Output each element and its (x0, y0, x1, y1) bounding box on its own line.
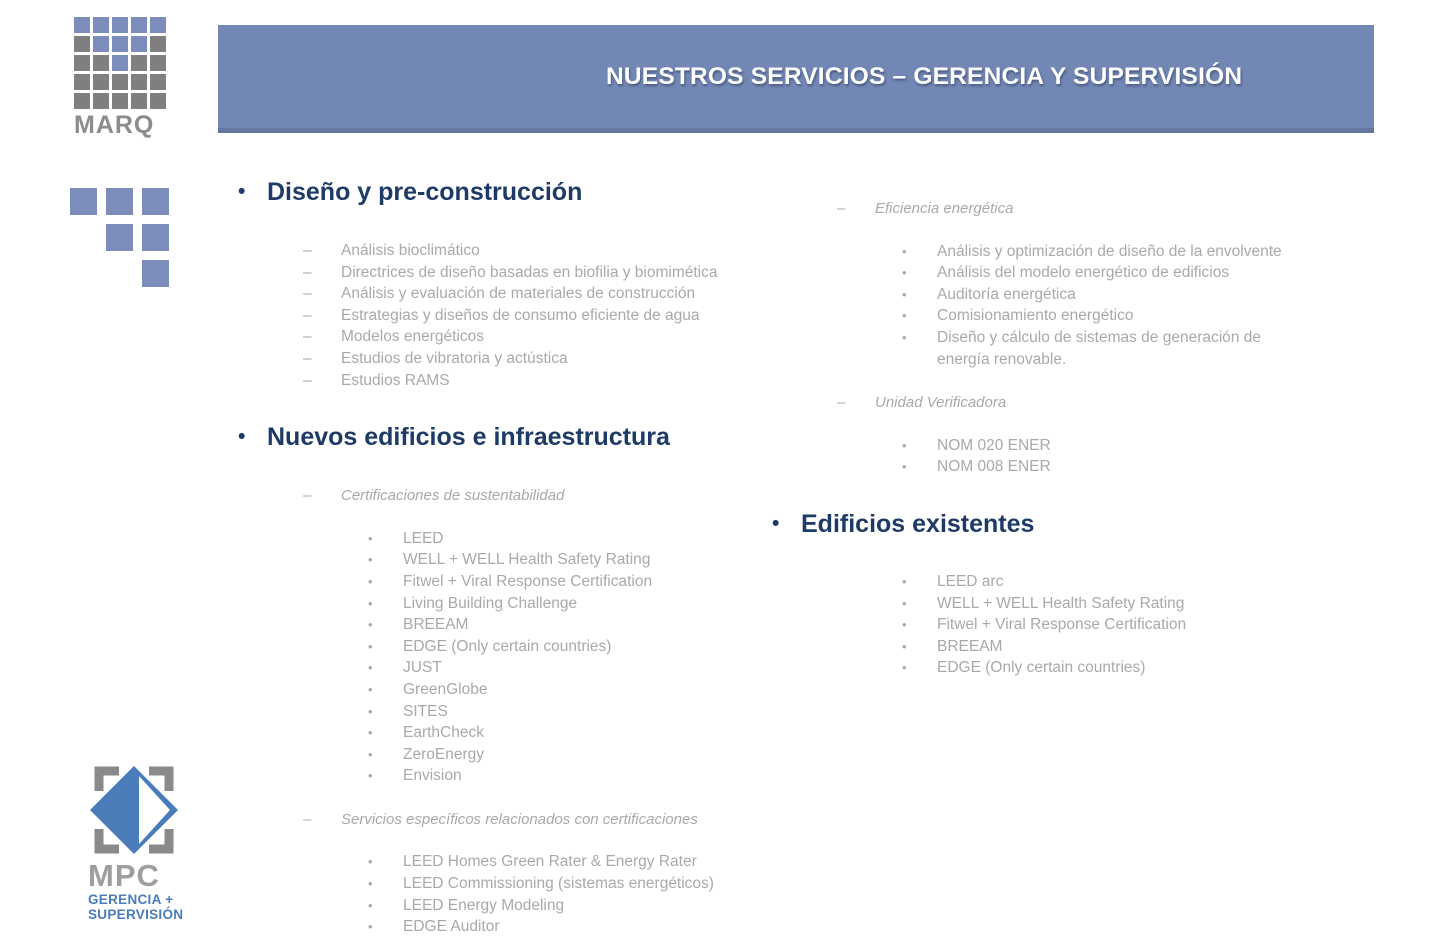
list-item-text: Análisis del modelo energético de edificios (937, 264, 1230, 282)
list-item-text: LEED Homes Green Rater & Energy Rater (403, 853, 697, 871)
list-item (368, 916, 758, 938)
decor-squares-grid (70, 188, 169, 287)
bullet-marker-icon (902, 636, 937, 658)
dash-marker-icon (303, 240, 341, 262)
bullet-marker-icon (368, 528, 403, 550)
decor-square (142, 260, 169, 287)
list-item (303, 240, 758, 262)
bullet-marker-icon (368, 873, 403, 895)
bullet-marker-icon (902, 327, 937, 370)
bullet-marker-icon (238, 177, 267, 207)
bullet-marker-icon (902, 284, 937, 306)
logo-square (74, 17, 90, 33)
dash-marker-icon (303, 326, 341, 348)
bullet-marker-icon (902, 614, 937, 636)
dash-marker-icon (837, 392, 875, 414)
list-item (368, 679, 758, 701)
list-item-text: LEED Commissioning (sistemas energéticos) (403, 875, 714, 893)
list-item-text: Estudios de vibratoria y actústica (341, 349, 568, 367)
list-item (368, 873, 758, 895)
marq-logo-text: MARQ (74, 111, 155, 139)
list-item (368, 528, 758, 550)
list-item-text: Estrategias y diseños de consumo eficiente de agua (341, 306, 700, 324)
section-heading (238, 177, 758, 207)
list-item-text: EDGE (Only certain countries) (403, 637, 612, 655)
mpc-logo (78, 764, 208, 922)
bullet-item-list (238, 528, 758, 787)
bullet-item-list (772, 241, 1287, 371)
bullet-marker-icon (902, 305, 937, 327)
logo-square (150, 93, 166, 109)
list-item (303, 283, 758, 305)
list-item-text: ZeroEnergy (403, 745, 484, 763)
section-heading-text: Diseño y pre-construcción (267, 178, 583, 206)
logo-square (131, 93, 147, 109)
list-item (303, 262, 758, 284)
logo-square (93, 36, 109, 52)
list-item (902, 241, 1287, 263)
list-item-text: LEED Energy Modeling (403, 896, 565, 914)
header-banner (218, 25, 1374, 133)
logo-square (131, 36, 147, 52)
mpc-diamond-icon (78, 764, 190, 856)
list-item-text: GreenGlobe (403, 680, 488, 698)
list-item (902, 456, 1287, 478)
dash-marker-icon (303, 305, 341, 327)
bullet-marker-icon (368, 895, 403, 917)
list-item (368, 614, 758, 636)
list-item-text: BREEAM (403, 616, 469, 634)
list-item-text: Diseño y cálculo de sistemas de generación de energía renovable. (937, 328, 1261, 368)
list-item (368, 851, 758, 873)
list-item (303, 348, 758, 370)
list-item (368, 549, 758, 571)
dash-marker-icon (303, 348, 341, 370)
logo-square (112, 55, 128, 71)
bullet-marker-icon (368, 614, 403, 636)
list-item-text: EarthCheck (403, 724, 484, 742)
list-item-text: NOM 020 ENER (937, 436, 1051, 454)
decor-square (142, 224, 169, 251)
bullet-marker-icon (238, 422, 267, 452)
decor-square-empty (70, 260, 97, 287)
logo-square (93, 17, 109, 33)
left-column (238, 177, 758, 938)
marq-logo (74, 17, 170, 140)
list-item (368, 701, 758, 723)
logo-square (93, 55, 109, 71)
list-item-text: Living Building Challenge (403, 594, 578, 612)
bullet-marker-icon (368, 765, 403, 787)
bullet-item-list (772, 435, 1287, 478)
logo-square (150, 36, 166, 52)
decor-square-empty (70, 224, 97, 251)
list-item (368, 765, 758, 787)
marq-logo-grid (74, 17, 170, 109)
subsection-label (837, 392, 1287, 414)
subsection-label-text: Certificaciones de sustentabilidad (341, 487, 565, 505)
logo-square (150, 17, 166, 33)
decor-square (106, 224, 133, 251)
list-item-text: EDGE (Only certain countries) (937, 659, 1146, 677)
dash-marker-icon (303, 809, 341, 831)
list-item (303, 326, 758, 348)
bullet-marker-icon (368, 701, 403, 723)
list-item-text: Envision (403, 767, 462, 785)
subsection-label-text: Unidad Verificadora (875, 394, 1007, 412)
dash-marker-icon (303, 262, 341, 284)
list-item-text: Fitwel + Viral Response Certification (937, 616, 1187, 634)
list-item (902, 435, 1287, 457)
logo-square (93, 74, 109, 90)
list-item-text: Análisis y optimización de diseño de la envolvente (937, 242, 1282, 260)
list-item (303, 370, 758, 392)
decor-square (70, 188, 97, 215)
logo-square (74, 36, 90, 52)
list-item (368, 571, 758, 593)
dash-item-list (238, 240, 758, 391)
bullet-marker-icon (902, 241, 937, 263)
bullet-item-list (772, 571, 1287, 679)
bullet-marker-icon (368, 593, 403, 615)
list-item-text: WELL + WELL Health Safety Rating (937, 594, 1185, 612)
logo-square (74, 55, 90, 71)
list-item (368, 657, 758, 679)
list-item (902, 571, 1287, 593)
list-item-text: JUST (403, 659, 442, 677)
bullet-item-list (238, 851, 758, 937)
list-item-text: Fitwel + Viral Response Certification (403, 572, 653, 590)
list-item-text: SITES (403, 702, 448, 720)
list-item (368, 593, 758, 615)
list-item (902, 593, 1287, 615)
subsection-label (303, 485, 758, 507)
bullet-marker-icon (368, 679, 403, 701)
list-item (368, 895, 758, 917)
list-item-text: Modelos energéticos (341, 328, 485, 346)
decor-square-empty (106, 260, 133, 287)
bullet-marker-icon (368, 657, 403, 679)
decor-square (142, 188, 169, 215)
bullet-marker-icon (772, 509, 801, 539)
section-heading-text: Nuevos edificios e infraestructura (267, 423, 670, 452)
section-heading (238, 422, 758, 452)
list-item-text: BREEAM (937, 637, 1003, 655)
subsection-label-text: Eficiencia energética (875, 200, 1014, 217)
list-item-text: Estudios RAMS (341, 371, 450, 389)
mpc-subtitle-line1: GERENCIA + (88, 892, 174, 907)
mpc-logo-text: MPC (88, 858, 160, 893)
bullet-marker-icon (368, 636, 403, 658)
bullet-marker-icon (902, 593, 937, 615)
list-item (902, 305, 1287, 327)
bullet-marker-icon (368, 549, 403, 571)
logo-square (93, 93, 109, 109)
bullet-marker-icon (902, 456, 937, 478)
list-item (902, 614, 1287, 636)
list-item-text: Análisis bioclimático (341, 242, 480, 259)
subsection-label-text: Servicios específicos relacionados con certificaciones (341, 810, 698, 828)
logo-square (74, 74, 90, 90)
list-item (368, 744, 758, 766)
mpc-subtitle-line2: SUPERVISIÓN (88, 907, 184, 922)
list-item-text: WELL + WELL Health Safety Rating (403, 551, 651, 569)
list-item-text: Directrices de diseño basadas en biofilia y biomimética (341, 263, 718, 281)
dash-marker-icon (837, 198, 875, 220)
bullet-marker-icon (368, 722, 403, 744)
bullet-marker-icon (902, 262, 937, 284)
logo-square (112, 93, 128, 109)
dash-marker-icon (303, 370, 341, 392)
bullet-marker-icon (368, 916, 403, 938)
subsection-label (303, 809, 758, 831)
bullet-marker-icon (902, 657, 937, 679)
list-item (902, 327, 1287, 370)
list-item-text: Análisis y evaluación de materiales de construcción (341, 285, 696, 303)
list-item (902, 284, 1287, 306)
list-item (368, 722, 758, 744)
list-item-text: LEED arc (937, 572, 1004, 590)
list-item-text: EDGE Auditor (403, 918, 500, 936)
list-item-text: LEED (403, 529, 444, 547)
logo-square (150, 74, 166, 90)
logo-square (131, 74, 147, 90)
logo-square (112, 36, 128, 52)
list-item-text: NOM 008 ENER (937, 458, 1051, 476)
logo-square (112, 74, 128, 90)
bullet-marker-icon (902, 435, 937, 457)
dash-marker-icon (303, 485, 341, 507)
list-item (368, 636, 758, 658)
logo-square (150, 55, 166, 71)
bullet-marker-icon (368, 851, 403, 873)
list-item (303, 305, 758, 327)
bullet-marker-icon (368, 571, 403, 593)
list-item-text: Auditoría energética (937, 285, 1076, 303)
list-item (902, 657, 1287, 679)
logo-square (131, 55, 147, 71)
logo-square (112, 17, 128, 33)
decor-square (106, 188, 133, 215)
list-item (902, 262, 1287, 284)
slide-title: NUESTROS SERVICIOS – GERENCIA Y SUPERVISIÓN (606, 62, 1243, 90)
subsection-label (837, 198, 1287, 220)
list-item-text: Comisionamiento energético (937, 307, 1134, 325)
dash-marker-icon (303, 283, 341, 305)
section-heading-text: Edificios existentes (801, 509, 1035, 538)
section-heading (772, 509, 1287, 539)
list-item (902, 636, 1287, 658)
bullet-marker-icon (902, 571, 937, 593)
right-column (772, 198, 1287, 679)
bullet-marker-icon (368, 744, 403, 766)
logo-square (74, 93, 90, 109)
logo-square (131, 17, 147, 33)
